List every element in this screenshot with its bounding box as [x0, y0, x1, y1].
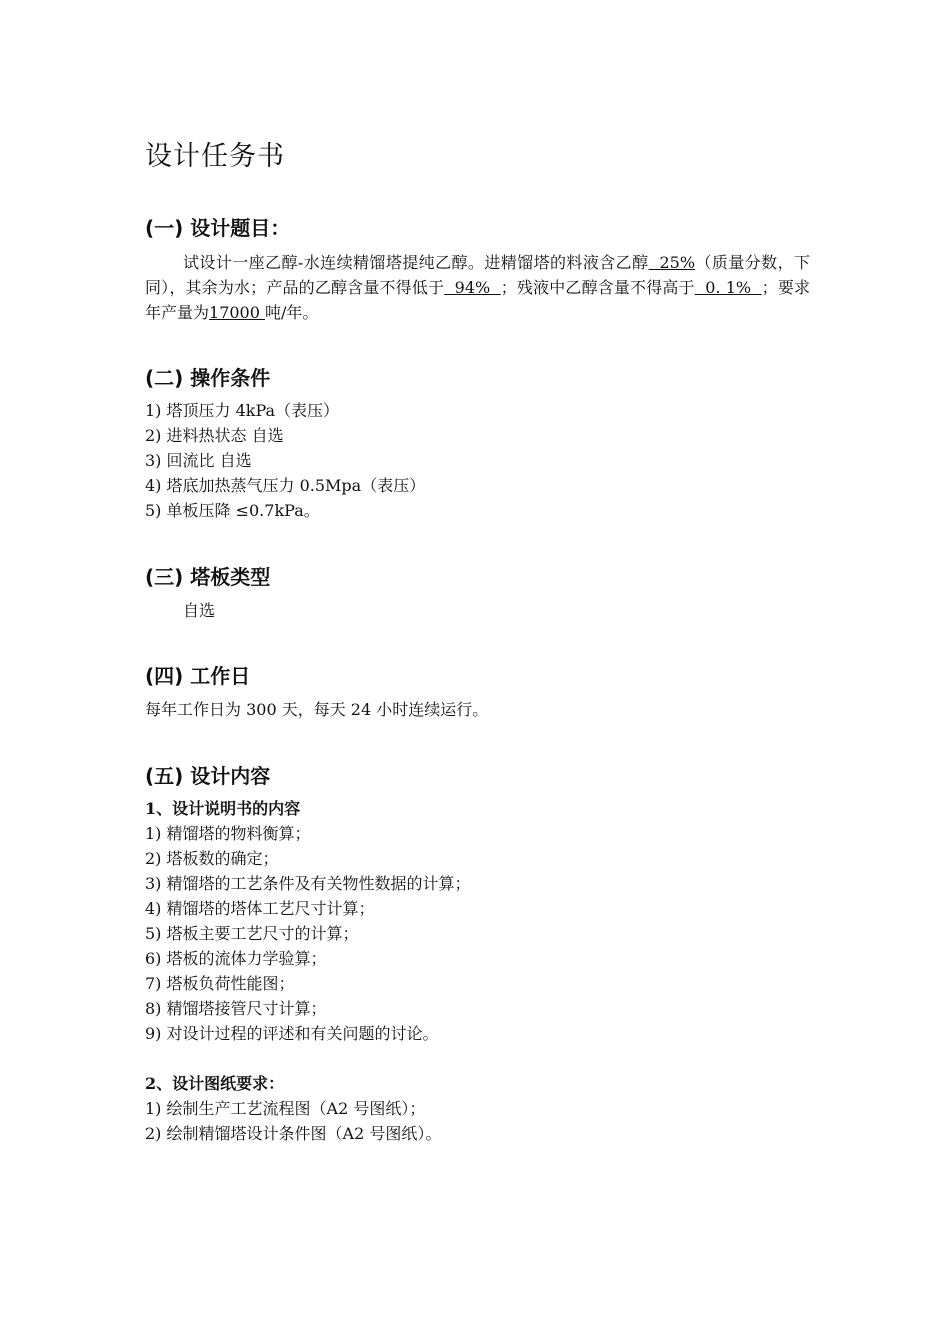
subsection-1-heading: 1、设计说明书的内容 [145, 799, 301, 818]
list-item: 5) 单板压降 ≤0.7kPa。 [145, 501, 320, 520]
list-item: 5) 塔板主要工艺尺寸的计算； [145, 924, 359, 943]
list-item: 7) 塔板负荷性能图； [145, 974, 295, 993]
feed-ethanol-value: 25% [648, 253, 696, 272]
p-text-2: （质量分数，下同），其余为水；产品的乙醇含量不得低于 [145, 253, 810, 297]
list-item: 2) 绘制精馏塔设计条件图（A2 号图纸）。 [145, 1124, 442, 1143]
list-item: 3) 精馏塔的工艺条件及有关物性数据的计算； [145, 874, 471, 893]
list-item: 6) 塔板的流体力学验算； [145, 949, 327, 968]
document-title: 设计任务书 [145, 141, 285, 172]
list-item: 4) 塔底加热蒸气压力 0.5Mpa（表压） [145, 476, 426, 495]
p-text-1: 试设计一座乙醇-水连续精馏塔提纯乙醇。进精馏塔的料液含乙醇 [183, 253, 649, 272]
section-1-paragraph [145, 250, 810, 325]
operating-conditions-list [145, 398, 425, 523]
section-5-heading: (五) 设计内容 [145, 764, 271, 788]
product-ethanol-value: 94% [444, 278, 501, 297]
annual-output-value: 17000 [209, 303, 265, 322]
list-item: 1) 精馏塔的物料衡算； [145, 824, 311, 843]
p-text-5: 吨/年。 [265, 303, 319, 322]
list-item: 1) 绘制生产工艺流程图（A2 号图纸）； [145, 1099, 426, 1118]
residue-ethanol-value: 0. 1% [694, 278, 762, 297]
working-days-text: 每年工作日为 300 天，每天 24 小时连续运行。 [145, 700, 489, 719]
list-item: 2) 进料热状态 自选 [145, 426, 284, 445]
section-1-heading: (一) 设计题目： [145, 216, 291, 240]
section-2-heading: (二) 操作条件 [145, 366, 271, 390]
design-content-list [145, 821, 471, 1046]
list-item: 4) 精馏塔的塔体工艺尺寸计算； [145, 899, 375, 918]
p-text-4: ；要求年产量为 [145, 278, 810, 322]
subsection-2-heading: 2、设计图纸要求： [145, 1074, 285, 1093]
p-text-3: ；残液中乙醇含量不得高于 [500, 278, 695, 297]
list-item: 1) 塔顶压力 4kPa（表压） [145, 401, 340, 420]
list-item: 3) 回流比 自选 [145, 451, 252, 470]
list-item: 9) 对设计过程的评述和有关问题的讨论。 [145, 1024, 439, 1043]
section-3-heading: (三) 塔板类型 [145, 565, 271, 589]
list-item: 2) 塔板数的确定； [145, 849, 279, 868]
section-4-heading: (四) 工作日 [145, 664, 251, 688]
tray-type-text: 自选 [183, 601, 216, 620]
list-item: 8) 精馏塔接管尺寸计算； [145, 999, 327, 1018]
drawing-requirements-list [145, 1096, 441, 1146]
